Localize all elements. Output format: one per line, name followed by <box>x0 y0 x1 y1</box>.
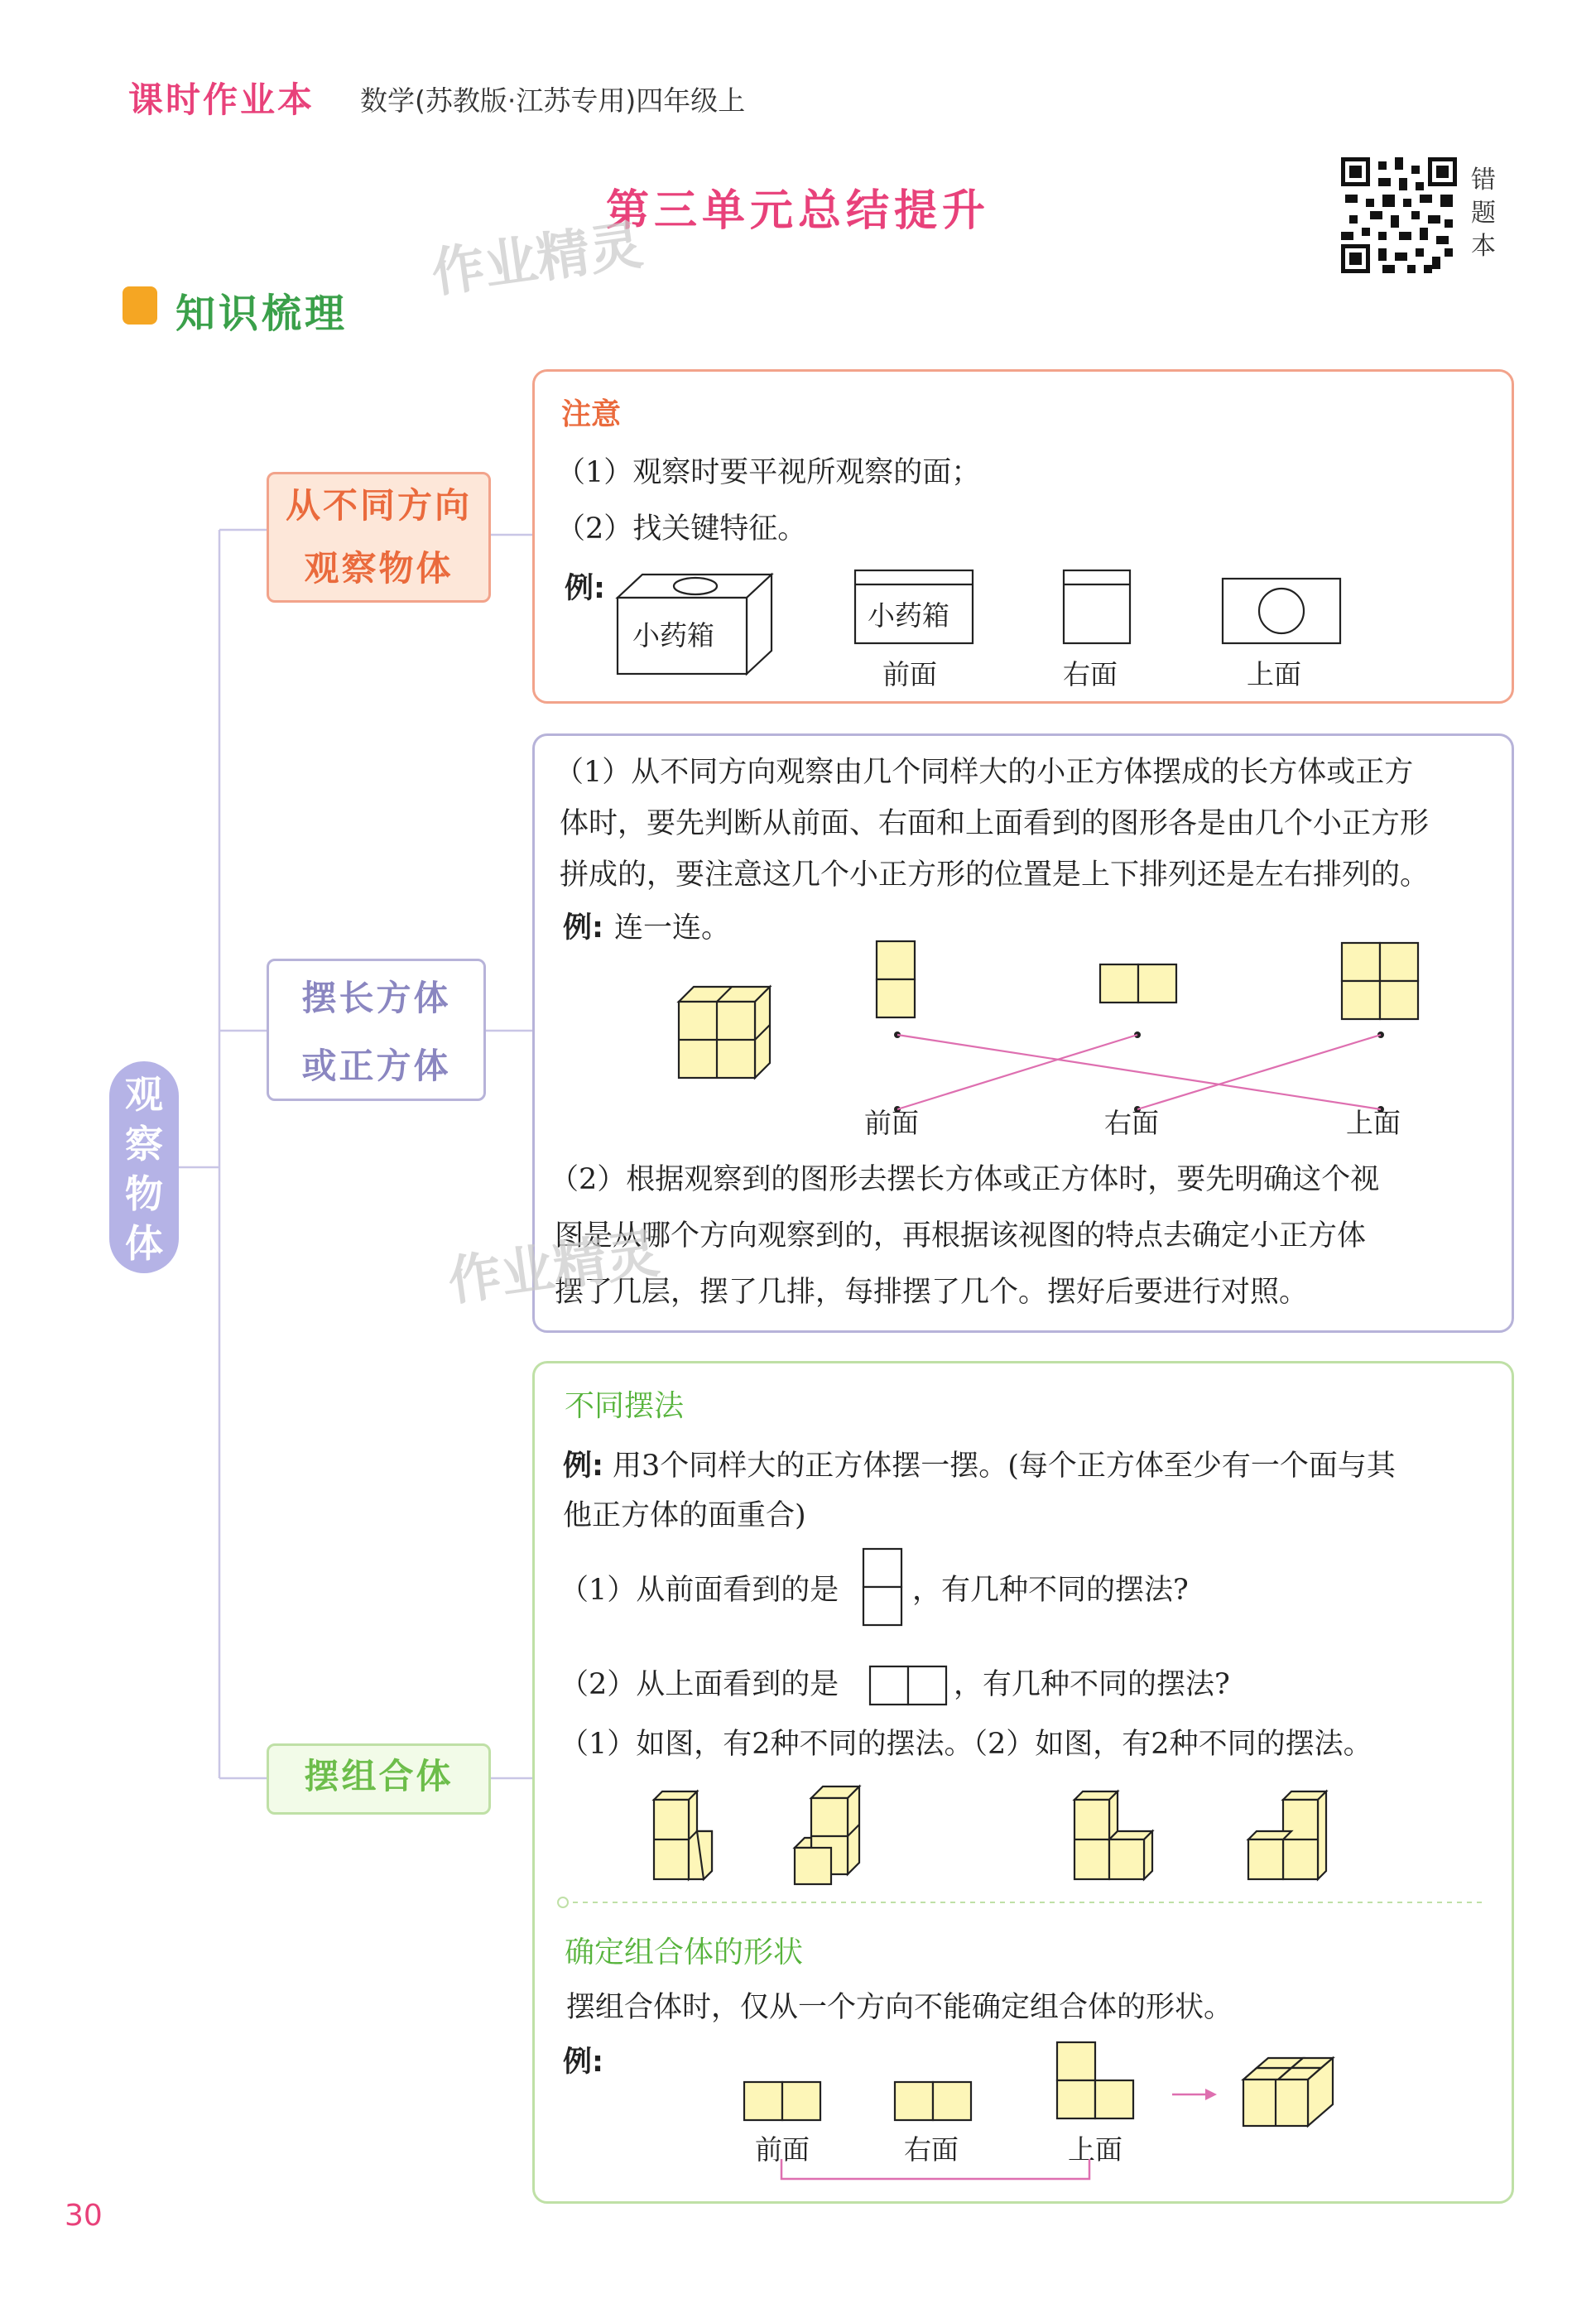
combined-heading-arrangements: 不同摆法 <box>565 1389 685 1423</box>
watermark-2: 作业精灵 <box>444 1223 663 1314</box>
shape-right-view-figure <box>892 2080 975 2123</box>
root-topic-label <box>109 1061 179 1273</box>
cuboid-para1-line2: 体时，要先判断从前面、右面和上面看到的图形各是由几个小正方形 <box>560 807 1430 840</box>
mindmap-connectors <box>0 0 579 1904</box>
combined-example-label: 例: <box>563 1450 603 1483</box>
shape-front-view-figure <box>742 2080 824 2123</box>
qr-code-icon[interactable] <box>1341 157 1457 273</box>
question-2-suffix: ，有几种不同的摆法? <box>954 1668 1230 1701</box>
arrangement-4-figure <box>1237 1788 1344 1887</box>
q1-front-view-figure <box>861 1546 904 1629</box>
top-view-caption: 上面 <box>1247 658 1301 690</box>
front-view-box-label: 小药箱 <box>868 599 949 632</box>
qr-label: 错题本 <box>1471 166 1496 261</box>
branch-label-cuboid-line2: 或正方体 <box>301 1046 451 1086</box>
medicine-box-label: 小药箱 <box>632 619 714 652</box>
front-view-caption: 前面 <box>882 658 937 690</box>
cuboid-para2-line1: （2）根据观察到的图形去摆长方体或正方体时，要先明确这个视 <box>550 1163 1380 1196</box>
match-caption-right: 右面 <box>1104 1107 1159 1139</box>
match-caption-front: 前面 <box>864 1107 919 1139</box>
branch-label-cuboid-line1: 摆长方体 <box>301 978 451 1018</box>
branch-label-cuboid <box>267 959 486 1101</box>
cuboid-example-text: 连一连。 <box>614 911 731 945</box>
combined-example-line2: 他正方体的面重合) <box>563 1499 806 1532</box>
book-subtitle: 数学(苏教版·江苏专用)四年级上 <box>360 84 746 117</box>
note-line-2: （2）找关键特征。 <box>556 512 807 546</box>
brand-title: 课时作业本 <box>128 79 315 120</box>
shape-solid-figure <box>1237 2055 1344 2131</box>
section-title: 知识梳理 <box>175 291 349 337</box>
q2-top-view-figure <box>868 1664 950 1707</box>
combined-heading-shape: 确定组合体的形状 <box>565 1936 804 1969</box>
cuboid-para2-line2: 图是从哪个方向观察到的，再根据该视图的特点去确定小正方体 <box>555 1219 1367 1253</box>
branch-label-combined: 摆组合体 <box>267 1743 491 1815</box>
question-1-prefix: （1）从前面看到的是 <box>560 1574 839 1607</box>
combined-example-line1: 用3个同样大的正方体摆一摆。(每个正方体至少有一个面与其 <box>613 1450 1396 1483</box>
arrow-right-icon <box>1169 2085 1219 2104</box>
dotted-divider <box>555 1896 1490 1909</box>
note-example-label: 例: <box>565 572 605 605</box>
right-view-caption: 右面 <box>1063 658 1118 690</box>
cuboid-para2-line3: 摆了几层，摆了几排，每排摆了几个。摆好后要进行对照。 <box>555 1276 1309 1309</box>
branch-label-observe-line2: 观察物体 <box>304 548 454 589</box>
unit-title: 第三单元总结提升 <box>605 186 990 236</box>
match-caption-top: 上面 <box>1346 1107 1401 1139</box>
root-topic-text: 观察物体 <box>125 1072 163 1266</box>
shape-caption-front: 前面 <box>755 2133 810 2166</box>
square-2x2-figure <box>1339 940 1422 1023</box>
arrangement-1-figure <box>646 1788 728 1887</box>
note-heading: 注意 <box>561 397 622 431</box>
question-1-suffix: ，有几种不同的摆法? <box>912 1574 1189 1607</box>
note-line-1: （1）观察时要平视所观察的面； <box>556 456 981 489</box>
shape-caption-top: 上面 <box>1068 2133 1122 2166</box>
combined-shape-text: 摆组合体时，仅从一个方向不能确定组合体的形状。 <box>566 1991 1233 2024</box>
arrangement-3-figure <box>1068 1788 1175 1887</box>
views-bracket <box>778 2156 1093 2189</box>
right-view-figure <box>1061 568 1132 646</box>
branch-label-observe-line1: 从不同方向 <box>285 485 472 526</box>
combined-example2-label: 例: <box>563 2046 603 2079</box>
cuboid-para1-line3: 拼成的，要注意这几个小正方形的位置是上下排列还是左右排列的。 <box>560 858 1430 892</box>
shape-caption-right: 右面 <box>904 2133 959 2166</box>
cuboid-para1-line1: （1）从不同方向观察由几个同样大的小正方体摆成的长方体或正方 <box>555 756 1414 789</box>
cube-2x2-figure <box>672 980 780 1088</box>
combined-answer: （1）如图，有2种不同的摆法。（2）如图，有2种不同的摆法。 <box>560 1728 1372 1761</box>
page-number: 30 <box>65 2199 103 2233</box>
watermark: 作业精灵 <box>427 214 647 305</box>
shape-top-view-figure <box>1055 2040 1137 2123</box>
horizontal-2-squares-figure <box>1098 962 1180 1005</box>
question-2-prefix: （2）从上面看到的是 <box>560 1668 839 1701</box>
top-view-figure <box>1220 576 1343 646</box>
branch-label-observe <box>267 472 491 603</box>
vertical-2-squares-figure <box>874 939 917 1022</box>
arrangement-2-figure <box>786 1780 886 1887</box>
cuboid-example-label: 例: <box>563 911 603 945</box>
